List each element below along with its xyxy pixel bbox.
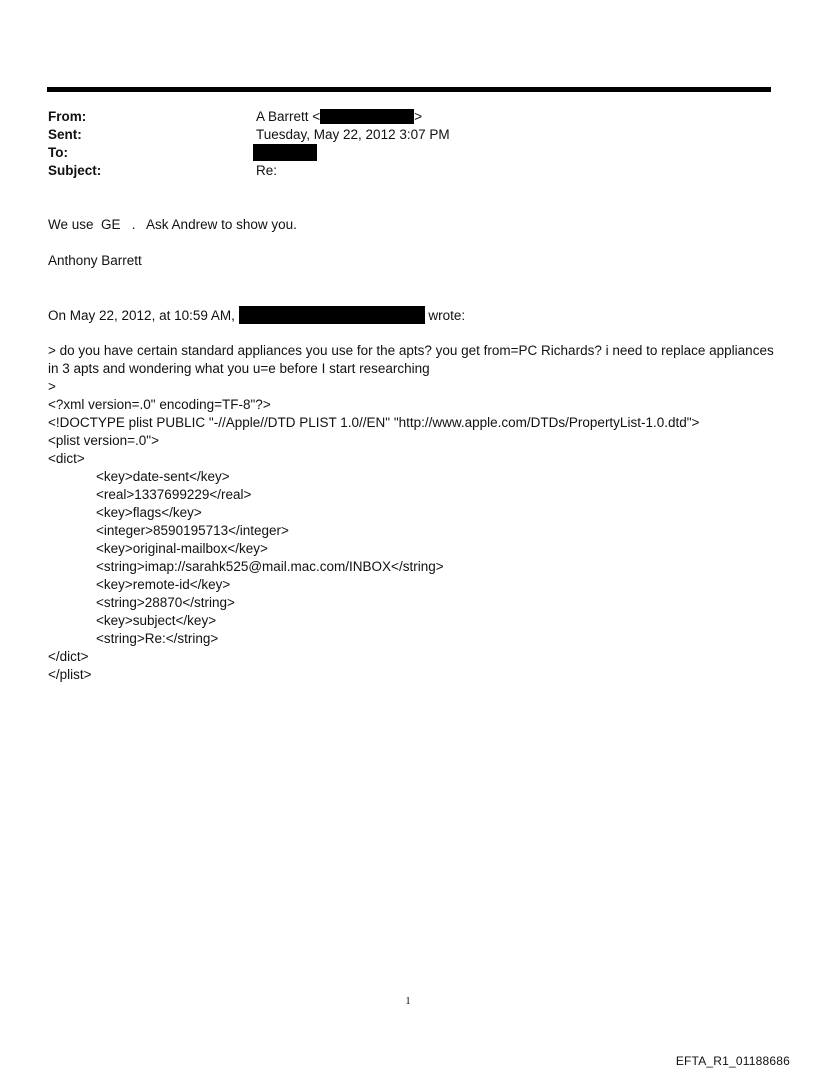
attribution-prefix: On May 22, 2012, at 10:59 AM, bbox=[48, 308, 235, 323]
from-bracket-close: > bbox=[414, 109, 423, 124]
from-name: A Barrett bbox=[256, 109, 309, 124]
sent-value: Tuesday, May 22, 2012 3:07 PM bbox=[256, 127, 450, 142]
xml-line: <string>Re:</string> bbox=[96, 631, 219, 646]
header-rule bbox=[47, 87, 771, 92]
xml-line: <!DOCTYPE plist PUBLIC "-//Apple//DTD PLIST 1.0//EN" "http://www.apple.com/DTDs/PropertyList-1.0.dtd"> bbox=[48, 415, 700, 430]
to-label: To: bbox=[48, 145, 68, 160]
to-value bbox=[253, 144, 317, 163]
xml-line: <key>original-mailbox</key> bbox=[96, 541, 268, 556]
xml-line: <key>remote-id</key> bbox=[96, 577, 231, 592]
xml-line: <real>1337699229</real> bbox=[96, 487, 252, 502]
page-number: 1 bbox=[405, 995, 411, 1007]
quoted-line: > bbox=[48, 379, 56, 394]
attribution-suffix: wrote: bbox=[428, 308, 466, 323]
xml-line: <dict> bbox=[48, 451, 85, 466]
xml-line: <key>flags</key> bbox=[96, 505, 202, 520]
signature: Anthony Barrett bbox=[48, 253, 142, 268]
quoted-line: > do you have certain standard appliances you use for the apts? you get from=PC Richards? i need to replace appliances bbox=[48, 343, 774, 358]
document-id: EFTA_R1_01188686 bbox=[675, 1054, 790, 1068]
xml-line: <?xml version=.0" encoding=TF-8"?> bbox=[48, 397, 271, 412]
subject-value: Re: bbox=[256, 163, 278, 178]
quoted-line: in 3 apts and wondering what you u=e before I start researching bbox=[48, 361, 430, 376]
subject-label: Subject: bbox=[48, 163, 102, 178]
xml-line: <key>subject</key> bbox=[96, 613, 217, 628]
from-value bbox=[256, 108, 422, 126]
xml-line: </dict> bbox=[48, 649, 89, 664]
sent-label: Sent: bbox=[48, 127, 82, 142]
xml-line: <integer>8590195713</integer> bbox=[96, 523, 289, 538]
xml-line: <plist version=.0"> bbox=[48, 433, 159, 448]
from-bracket-open: < bbox=[312, 109, 321, 124]
xml-line: </plist> bbox=[48, 667, 92, 682]
attribution-line bbox=[48, 306, 465, 325]
xml-line: <key>date-sent</key> bbox=[96, 469, 230, 484]
xml-line: <string>28870</string> bbox=[96, 595, 235, 610]
from-label: From: bbox=[48, 109, 87, 124]
reply-text: We use GE . Ask Andrew to show you. bbox=[48, 217, 297, 232]
xml-line: <string>imap://sarahk525@mail.mac.com/INBOX</string> bbox=[96, 559, 444, 574]
redaction-box bbox=[320, 109, 414, 124]
redaction-box bbox=[253, 144, 317, 161]
redaction-box bbox=[239, 306, 425, 324]
